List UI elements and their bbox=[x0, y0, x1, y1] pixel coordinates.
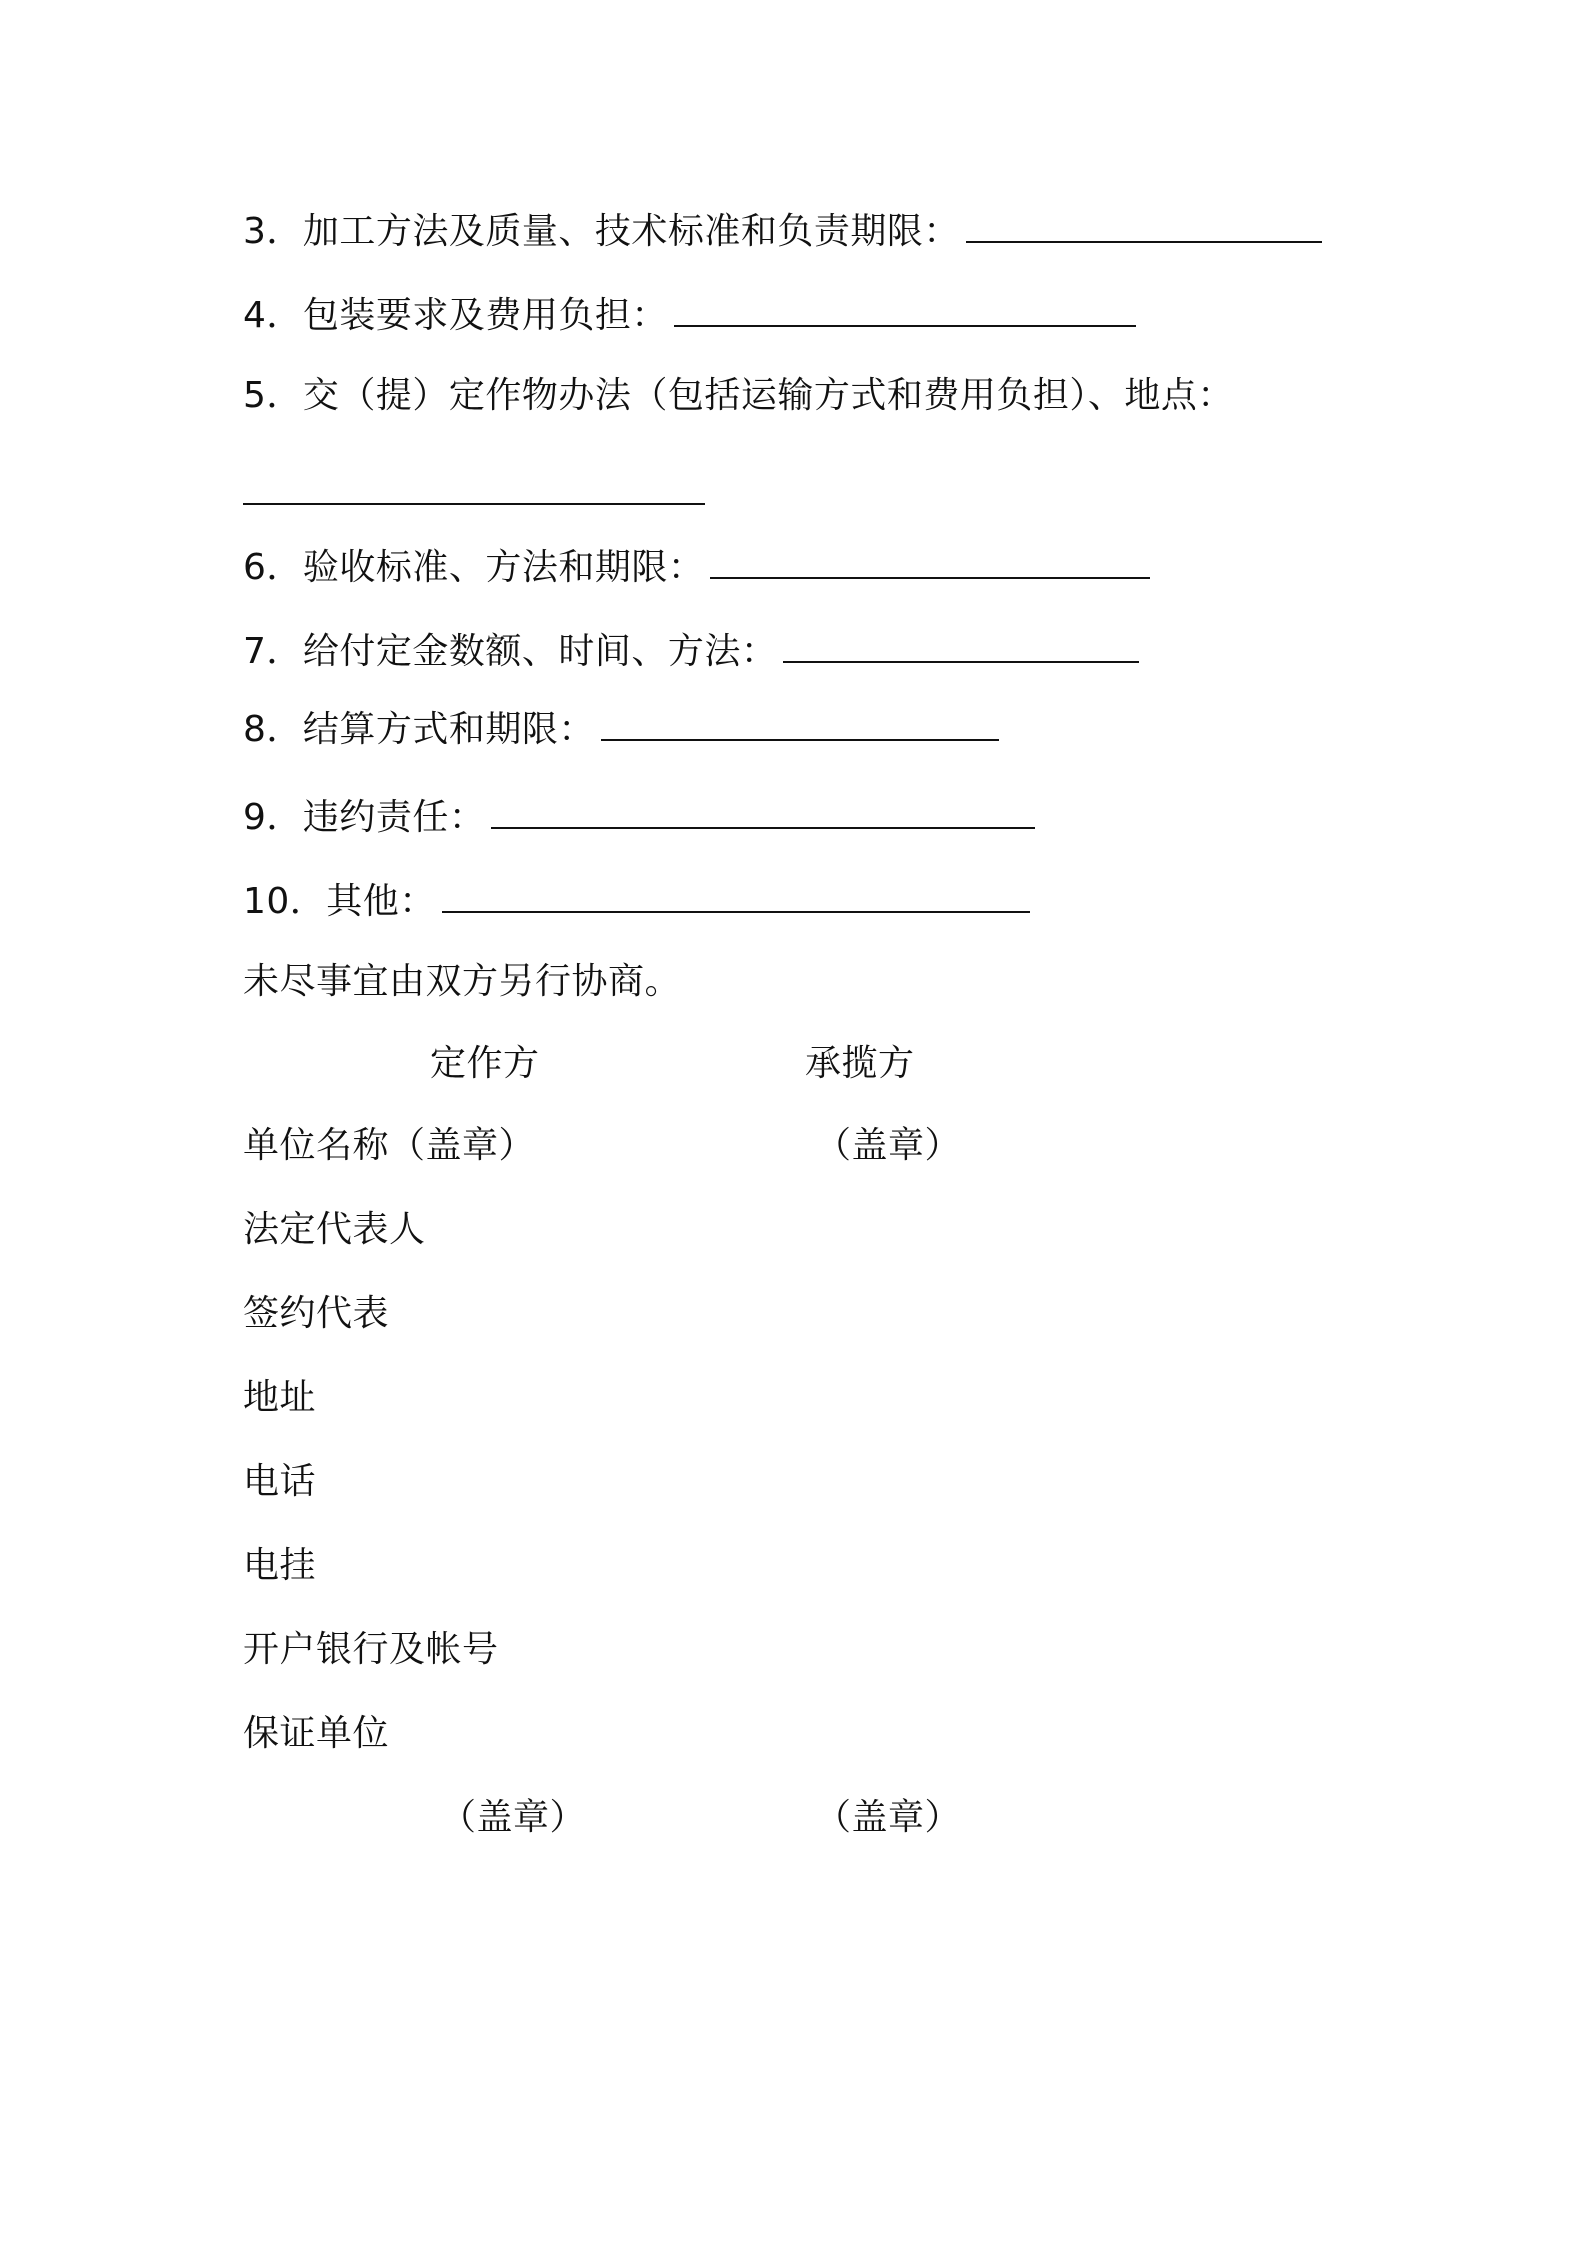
bottom-seal-b: （盖章） bbox=[815, 1797, 962, 1838]
clause-10-blank bbox=[442, 901, 1030, 913]
bank-account-label: 开户银行及帐号 bbox=[243, 1629, 499, 1670]
address-label: 地址 bbox=[243, 1377, 317, 1418]
clause-5-blank-line bbox=[243, 470, 705, 518]
clause-7-label: 7．给付定金数额、时间、方法： bbox=[243, 631, 778, 672]
clause-3-blank bbox=[966, 231, 1322, 243]
closing-note: 未尽事宜由双方另行协商。 bbox=[243, 961, 682, 1002]
clause-5-label: 5．交（提）定作物办法（包括运输方式和费用负担）、地点： bbox=[243, 375, 1234, 416]
phone-label: 电话 bbox=[243, 1461, 317, 1502]
clause-6-blank bbox=[710, 567, 1150, 579]
clause-8 bbox=[243, 706, 999, 754]
unit-name-label: 单位名称（盖章） bbox=[243, 1125, 536, 1166]
clause-4-blank bbox=[674, 315, 1136, 327]
telegraph-label: 电挂 bbox=[243, 1545, 317, 1586]
clause-8-blank bbox=[601, 729, 999, 741]
clause-10 bbox=[243, 878, 1030, 926]
clause-5-blank bbox=[243, 493, 705, 505]
clause-8-label: 8．结算方式和期限： bbox=[243, 709, 595, 750]
party-a-header: 定作方 bbox=[430, 1043, 540, 1084]
clause-3-label: 3．加工方法及质量、技术标准和负责期限： bbox=[243, 211, 960, 252]
clause-9-label: 9．违约责任： bbox=[243, 797, 486, 838]
clause-3 bbox=[243, 208, 1322, 256]
clause-4 bbox=[243, 292, 1136, 340]
clause-4-label: 4．包装要求及费用负担： bbox=[243, 295, 668, 336]
legal-rep-label: 法定代表人 bbox=[243, 1209, 426, 1250]
clause-7 bbox=[243, 628, 1139, 676]
party-b-header: 承揽方 bbox=[805, 1043, 915, 1084]
clause-9 bbox=[243, 794, 1035, 842]
clause-5 bbox=[243, 372, 1234, 420]
clause-10-label: 10．其他： bbox=[243, 881, 436, 922]
clause-7-blank bbox=[783, 651, 1139, 663]
party-b-seal: （盖章） bbox=[815, 1125, 962, 1166]
bottom-seal-a: （盖章） bbox=[440, 1797, 587, 1838]
clause-9-blank bbox=[491, 817, 1035, 829]
clause-6 bbox=[243, 544, 1150, 592]
clause-6-label: 6．验收标准、方法和期限： bbox=[243, 547, 705, 588]
guarantor-label: 保证单位 bbox=[243, 1713, 390, 1754]
signing-rep-label: 签约代表 bbox=[243, 1293, 390, 1334]
